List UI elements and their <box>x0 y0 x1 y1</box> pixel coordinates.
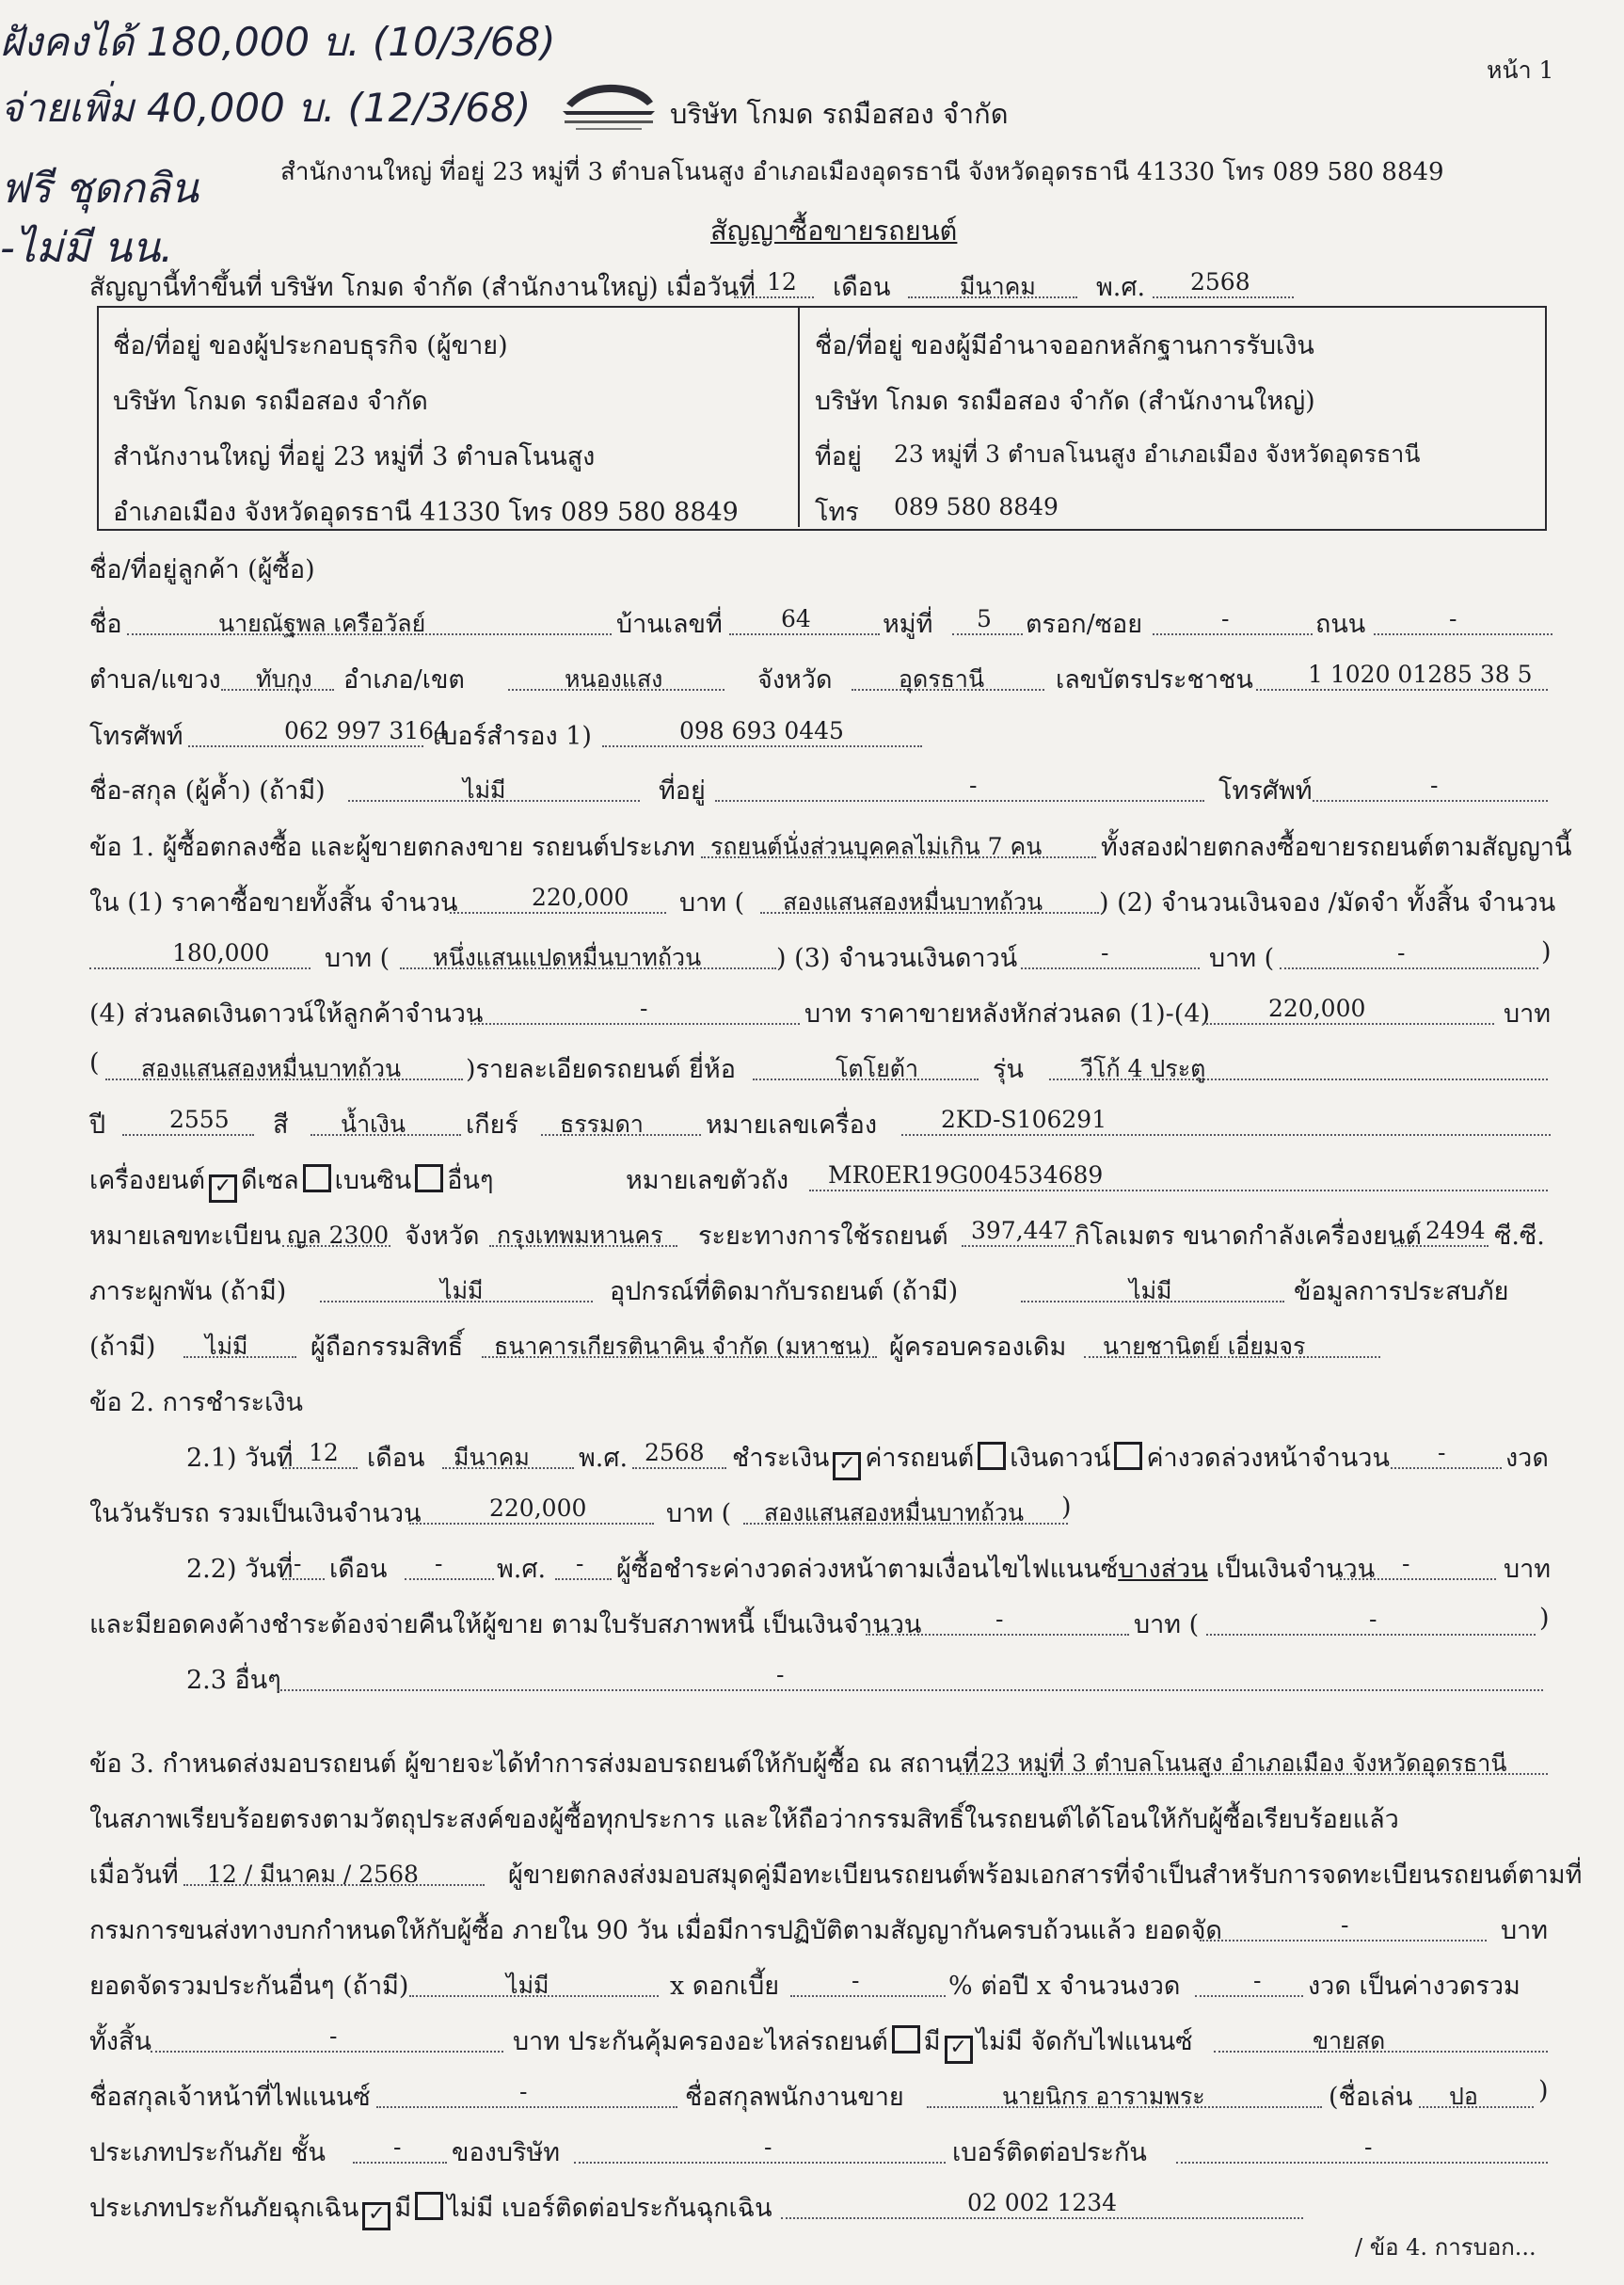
buyer-id-label: เลขบัตรประชาชน <box>1056 665 1253 695</box>
total: 220,000 <box>489 1494 587 1522</box>
pay-type-row <box>732 1437 1390 1480</box>
p22-baht: บาท <box>1504 1555 1552 1584</box>
engine-label: เครื่องยนต์ <box>89 1166 206 1195</box>
owe-amount: - <box>995 1606 1004 1633</box>
p22-text-row <box>616 1548 1375 1589</box>
p23-label: 2.3 อื่นๆ <box>186 1666 281 1695</box>
clause3-line3b: ผู้ขายตกลงส่งมอบสมุดคู่มือทะเบียนรถยนต์พร้อมเอกสารที่จำเป็นสำหรับการจดทะเบียนรถยนต์ตามที่ <box>508 1861 1583 1890</box>
net-price-text: สองแสนสองหมื่นบาทถ้วน <box>141 1055 402 1082</box>
advance-checkbox[interactable] <box>1114 1442 1142 1470</box>
owe-text: - <box>1369 1606 1377 1633</box>
interest-rate: - <box>852 1967 860 1994</box>
authority-title: ชื่อ/ที่อยู่ ของผู้มีอำนาจออกหลักฐานการรับเงิน <box>815 331 1314 360</box>
clause1-line4b: บาท ราคาขายหลังหักส่วนลด (1)-(4) <box>804 999 1211 1029</box>
engine-no-label: หมายเลขเครื่อง <box>706 1111 877 1140</box>
handwritten-note-3: ฟรี ชุดกลิน <box>0 165 199 213</box>
emergency-no-checkbox[interactable] <box>415 2192 443 2220</box>
buyer-phone-label: โทรศัพท์ <box>89 722 183 751</box>
down-text: - <box>1397 939 1406 967</box>
parts-yes-checkbox[interactable] <box>892 2025 920 2053</box>
buyer-road: - <box>1449 605 1457 632</box>
advance-unit: งวด <box>1505 1444 1549 1473</box>
sum-label: ทั้งสิ้น <box>89 2027 151 2056</box>
plate-label: หมายเลขทะเบียน <box>89 1222 281 1251</box>
cosigner-addr: - <box>969 772 978 799</box>
owe-label: และมียอดคงค้างชำระต้องจ่ายคืนให้ผู้ขาย ตามใบรับสภาพหนี้ เป็นเงินจำนวน <box>89 1610 922 1639</box>
total-text: สองแสนสองหมื่นบาทถ้วน <box>764 1499 1025 1526</box>
discount: - <box>640 995 648 1022</box>
emergency-no-label: ไม่มี <box>447 2194 494 2223</box>
clause1-line2c: ) (2) จำนวนเงินจอง /มัดจำ ทั้งสิ้น จำนวน <box>1099 888 1556 918</box>
buyer-name-label: ชื่อ <box>89 610 122 639</box>
buyer-soi: - <box>1221 605 1230 632</box>
buyer-heading: ชื่อ/ที่อยู่ลูกค้า (ผู้ซื้อ) <box>89 555 315 584</box>
equipment-label: อุปกรณ์ที่ติดมากับรถยนต์ (ถ้ามี) <box>610 1277 959 1306</box>
benzine-checkbox[interactable] <box>303 1164 331 1192</box>
buyer-moo: 5 <box>977 605 992 632</box>
pay-year-label: พ.ศ. <box>579 1444 629 1473</box>
authority-name: บริษัท โกมด รถมือสอง จำกัด (สำนักงานใหญ่) <box>815 387 1315 416</box>
emergency-yes-label: มี <box>394 2194 412 2223</box>
clause1-line3b: ) (3) จำนวนเงินดาวน์ <box>776 944 1018 973</box>
intro-text: สัญญานี้ทำขึ้นที่ บริษัท โกมด จำกัด (สำนักงานใหญ่) เมื่อวันที่ <box>89 273 756 302</box>
parts-no-checkbox[interactable] <box>945 2036 973 2064</box>
clause1-line1b: ทั้งสองฝ่ายตกลงซื้อขายรถยนต์ตามสัญญานี้ <box>1101 833 1572 862</box>
buyer-house: 64 <box>781 605 811 632</box>
sum: - <box>329 2022 338 2050</box>
clause1-line2: ใน (1) ราคาซื้อขายทั้งสิ้น จำนวน <box>89 888 458 918</box>
pay-label: ชำระเงิน <box>732 1444 830 1473</box>
diesel-checkbox[interactable] <box>209 1174 237 1203</box>
accident-ifany: (ถ้ามี) <box>89 1333 156 1362</box>
clause2-heading: ข้อ 2. การชำระเงิน <box>89 1388 303 1417</box>
gear: ธรรมดา <box>560 1111 644 1138</box>
deposit-text: หนึ่งแสนแปดหมื่นบาทถ้วน <box>433 944 702 971</box>
chassis-label: หมายเลขตัวถัง <box>626 1166 789 1195</box>
benzine-label: เบนซิน <box>334 1166 412 1195</box>
down-payment: - <box>1101 939 1109 967</box>
fin-staff: - <box>519 2078 528 2105</box>
pay-day: 12 <box>309 1439 339 1466</box>
ins-other: ไม่มี <box>506 1972 549 1999</box>
model-label: รุ่น <box>993 1055 1024 1084</box>
handwritten-note-1: ฝังคงได้ 180,000 บ. (10/3/68) <box>0 19 556 65</box>
p22-day: - <box>294 1550 302 1577</box>
buyer-alt: 098 693 0445 <box>679 717 844 744</box>
delivery-date: 12 / มีนาคม / 2568 <box>207 1861 419 1888</box>
car-year: 2555 <box>169 1106 230 1133</box>
advance-periods: - <box>1438 1439 1446 1466</box>
authority-address-label: ที่อยู่ <box>815 442 862 471</box>
engine-type-row <box>89 1159 493 1203</box>
down-payment-label: เงินดาวน์ <box>1010 1444 1111 1473</box>
mileage-label: ระยะทางการใช้รถยนต์ <box>698 1222 948 1251</box>
other-fuel-checkbox[interactable] <box>415 1164 443 1192</box>
pay-year: 2568 <box>645 1439 705 1466</box>
buyer-amphoe-label: อำเภอ/เขต <box>343 665 465 695</box>
pay-date-label: 2.1) วันที่ <box>186 1444 294 1473</box>
previous-owner: นายชานิตย์ เอี่ยมจร <box>1103 1333 1306 1360</box>
buyer-soi-label: ตรอก/ซอย <box>1026 610 1143 639</box>
cc-label: ซี.ซี. <box>1494 1222 1545 1251</box>
authority-tel-label: โทร <box>815 498 859 527</box>
periods-unit: งวด เป็นค่างวดรวม <box>1308 1972 1521 2001</box>
handwritten-note-4: -ไม่มี นน. <box>0 224 174 272</box>
periods-label: % ต่อปี x จำนวนงวด <box>948 1972 1181 2001</box>
net-price: 220,000 <box>1268 995 1366 1022</box>
clause3-line4: กรมการขนส่งทางบกกำหนดให้กับผู้ซื้อ ภายใน 90 วัน เมื่อมีการปฏิบัติตามสัญญากันครบถ้วนแล้ว ยอดจัด <box>89 1916 1222 1945</box>
cosigner-phone: - <box>1430 772 1439 799</box>
total-baht: บาท ( <box>666 1499 732 1528</box>
buyer-amphoe: หนองแสง <box>565 665 663 693</box>
p22-year-label: พ.ศ. <box>497 1555 547 1584</box>
buyer-name: นายณัฐพล เครือวัลย์ <box>218 610 426 637</box>
chassis: MR0ER19G004534689 <box>828 1161 1104 1189</box>
other-fuel-label: อื่นๆ <box>447 1166 494 1195</box>
authority-tel: 089 580 8849 <box>894 493 1059 520</box>
finance-co: ขายสด <box>1313 2027 1386 2054</box>
mileage: 397,447 <box>971 1217 1069 1244</box>
total-label: ในวันรับรถ รวมเป็นเงินจำนวน <box>89 1499 422 1528</box>
ins-class: - <box>393 2133 402 2161</box>
nickname-label: (ชื่อเล่น <box>1329 2083 1413 2112</box>
plate-province-label: จังหวัด <box>405 1222 480 1251</box>
owe-close: ) <box>1539 1604 1550 1633</box>
p22-partial: บางส่วน <box>1118 1555 1208 1584</box>
finance-amount: - <box>1341 1911 1349 1939</box>
buyer-id: 1 1020 01285 38 5 <box>1308 661 1533 688</box>
sales-name: นายนิกร อารามพระ <box>1002 2083 1205 2110</box>
ins-phone-label: เบอร์ติดต่อประกัน <box>952 2138 1147 2167</box>
owner-label: ผู้ถือกรรมสิทธิ์ <box>310 1333 464 1362</box>
emergency-row <box>89 2187 772 2230</box>
car-color: น้ำเงิน <box>341 1111 406 1138</box>
document-title: สัญญาซื้อขายรถยนต์ <box>710 215 958 247</box>
emergency-label: ประเภทประกันภัยฉุกเฉิน <box>89 2194 359 2223</box>
car-type: รถยนต์นั่งส่วนบุคคลไม่เกิน 7 คน <box>710 833 1043 860</box>
intro-month-label: เดือน <box>833 273 891 302</box>
owe-baht: บาท ( <box>1134 1610 1200 1639</box>
p23-other: - <box>776 1661 785 1688</box>
seller-title: ชื่อ/ที่อยู่ ของผู้ประกอบธุรกิจ (ผู้ขาย) <box>113 331 508 360</box>
ins-class-label: ประเภทประกันภัย ชั้น <box>89 2138 326 2167</box>
seller-address-1: สำนักงานใหญ่ ที่อยู่ 23 หมู่ที่ 3 ตำบลโนนสูง <box>113 442 596 471</box>
emergency-phone: 02 002 1234 <box>967 2189 1118 2216</box>
fin-staff-label: ชื่อสกุลเจ้าหน้าที่ไฟแนนซ์ <box>89 2083 371 2112</box>
nickname-close: ) <box>1538 2076 1549 2105</box>
interest-label: x ดอกเบี้ย <box>670 1972 780 2001</box>
intro-month: มีนาคม <box>960 273 1036 300</box>
clause1-line4c: บาท <box>1504 999 1552 1029</box>
clause1-line1: ข้อ 1. ผู้ซื้อตกลงซื้อ และผู้ขายตกลงขาย รถยนต์ประเภท <box>89 833 695 862</box>
sales-label: ชื่อสกุลพนักงานขาย <box>685 2083 904 2112</box>
clause1-line2b: บาท ( <box>679 888 745 918</box>
car-price-checkbox[interactable] <box>833 1452 861 1480</box>
down-payment-checkbox[interactable] <box>978 1442 1006 1470</box>
car-color-label: สี <box>273 1111 289 1140</box>
buyer-house-label: บ้านเลขที่ <box>616 610 723 639</box>
buyer-phone: 062 997 3164 <box>284 717 449 744</box>
p22-month: - <box>435 1550 443 1577</box>
handwritten-note-2: จ่ายเพิ่ม 40,000 บ. (12/3/68) <box>0 85 532 131</box>
clause1-line5b: )รายละเอียดรถยนต์ ยี่ห้อ <box>466 1055 736 1084</box>
accident-label: ข้อมูลการประสบภัย <box>1294 1277 1509 1306</box>
buyer-road-label: ถนน <box>1315 610 1366 639</box>
equipment: ไม่มี <box>1129 1277 1172 1304</box>
company-address: สำนักงานใหญ่ ที่อยู่ 23 หมู่ที่ 3 ตำบลโนนสูง อำเภอเมืองอุดรธานี จังหวัดอุดรธานี 41330 โทร 089 580 8849 <box>280 158 1444 186</box>
parts-no-label: ไม่มี <box>976 2027 1023 2056</box>
buyer-tambon: ทับกุง <box>256 665 312 693</box>
brand: โตโยต้า <box>836 1055 919 1082</box>
p22-month-label: เดือน <box>329 1555 388 1584</box>
pay-month: มีนาคม <box>454 1444 530 1471</box>
delivery-date-label: เมื่อวันที่ <box>89 1861 179 1890</box>
buyer-tambon-label: ตำบล/แขวง <box>89 665 221 695</box>
finance-baht: บาท <box>1501 1916 1549 1945</box>
nickname: ปอ <box>1449 2083 1478 2110</box>
seller-box-divider <box>798 308 800 527</box>
pay-month-label: เดือน <box>367 1444 425 1473</box>
finance-co-label: จัดกับไฟแนนซ์ <box>1030 2027 1193 2056</box>
car-price-label: ค่ารถยนต์ <box>865 1444 975 1473</box>
seller-name: บริษัท โกมด รถมือสอง จำกัด <box>113 387 428 416</box>
intro-year-label: พ.ศ. <box>1096 273 1146 302</box>
intro-year: 2568 <box>1190 268 1250 296</box>
cosigner-addr-label: ที่อยู่ <box>659 776 706 806</box>
clause3-line2: ในสภาพเรียบร้อยตรงตามวัตถุประสงค์ของผู้ซื้อทุกประการ และให้ถือว่ากรรมสิทธิ์ในรถยนต์ได้โอนให้กับผู้ซื้อเรียบร้อยแล้ว <box>89 1805 1399 1834</box>
accident: ไม่มี <box>205 1333 248 1360</box>
clause1-line3c: บาท ( <box>1209 944 1275 973</box>
car-year-label: ปี <box>89 1111 106 1140</box>
parts-yes-label: มี <box>923 2027 941 2056</box>
p22-text: ผู้ซื้อชำระค่างวดล่วงหน้าตามเงื่อนไขไฟแนนซ์ <box>616 1555 1119 1584</box>
authority-address: 23 หมู่ที่ 3 ตำบลโนนสูง อำเภอเมือง จังหวัดอุดรธานี <box>894 440 1421 468</box>
parts-insurance-row <box>513 2021 1193 2064</box>
price-text: สองแสนสองหมื่นบาทถ้วน <box>783 888 1043 916</box>
footer-next: / ข้อ 4. การบอก... <box>1355 2234 1536 2261</box>
lien-label: ภาระผูกพัน (ถ้ามี) <box>89 1277 287 1306</box>
p22-amount: - <box>1402 1550 1410 1577</box>
clause3-line1: ข้อ 3. กำหนดส่งมอบรถยนต์ ผู้ขายจะได้ทำการส่งมอบรถยนต์ให้กับผู้ซื้อ ณ สถานที่ <box>89 1750 979 1779</box>
cosigner-label: ชื่อ-สกุล (ผู้ค้ำ) (ถ้ามี) <box>89 776 326 806</box>
emergency-yes-checkbox[interactable] <box>362 2202 390 2230</box>
ins-company-label: ของบริษัท <box>452 2138 561 2167</box>
plate: ญล 2300 <box>287 1222 390 1249</box>
ins-phone: - <box>1364 2133 1373 2161</box>
page-number: หน้า 1 <box>1487 56 1554 84</box>
clause1-line4: (4) ส่วนลดเงินดาวน์ให้ลูกค้าจำนวน <box>89 999 484 1029</box>
buyer-alt-label: เบอร์สำรอง 1) <box>433 722 592 751</box>
delivery-place: 23 หมู่ที่ 3 ตำบลโนนสูง อำเภอเมือง จังหวัดอุดรธานี <box>980 1750 1507 1777</box>
clause1-line5a: ( <box>89 1048 100 1078</box>
clause1-line3a: บาท ( <box>325 944 390 973</box>
advance-label: ค่างวดล่วงหน้าจำนวน <box>1146 1444 1390 1473</box>
emergency-phone-label: เบอร์ติดต่อประกันฉุกเฉิน <box>501 2194 772 2223</box>
p22-year: - <box>576 1550 584 1577</box>
seller-address-2: อำเภอเมือง จังหวัดอุดรธานี 41330 โทร 089 580 8849 <box>113 498 739 527</box>
engine-no: 2KD-S106291 <box>941 1106 1107 1133</box>
model: วีโก้ 4 ประตู <box>1080 1055 1206 1082</box>
buyer-moo-label: หมู่ที่ <box>883 610 933 639</box>
total-close: ) <box>1061 1493 1072 1522</box>
cosigner: ไม่มี <box>463 776 506 804</box>
lien: ไม่มี <box>440 1277 484 1304</box>
cosigner-phone-label: โทรศัพท์ <box>1218 776 1313 806</box>
plate-province: กรุงเทพมหานคร <box>497 1222 663 1249</box>
buyer-province-label: จังหวัด <box>757 665 833 695</box>
buyer-province: อุดรธานี <box>899 665 985 693</box>
gear-label: เกียร์ <box>466 1111 518 1140</box>
owner: ธนาคารเกียรตินาคิน จำกัด (มหาชน) <box>494 1333 871 1360</box>
diesel-label: ดีเซล <box>241 1166 299 1195</box>
clause1-line3d: ) <box>1541 937 1552 967</box>
intro-day: 12 <box>767 268 797 296</box>
ins-other-label: ยอดจัดรวมประกันอื่นๆ (ถ้ามี) <box>89 1972 409 2001</box>
company-name: บริษัท โกมด รถมือสอง จำกัด <box>670 98 1009 130</box>
engine-cc: 2494 <box>1425 1217 1486 1244</box>
parts-insurance-label: บาท ประกันคุ้มครองอะไหล่รถยนต์ <box>513 2027 888 2056</box>
p22-amount-label: เป็นเงินจำนวน <box>1216 1555 1376 1584</box>
ins-company: - <box>764 2133 772 2161</box>
deposit: 180,000 <box>172 939 270 967</box>
km-label: กิโลเมตร ขนาดกำลังเครื่องยนต์ <box>1075 1222 1422 1251</box>
price: 220,000 <box>532 884 629 911</box>
p22-label: 2.2) วันที่ <box>186 1555 294 1584</box>
previous-owner-label: ผู้ครอบครองเดิม <box>889 1333 1067 1362</box>
company-logo <box>557 77 661 139</box>
periods: - <box>1253 1967 1262 1994</box>
